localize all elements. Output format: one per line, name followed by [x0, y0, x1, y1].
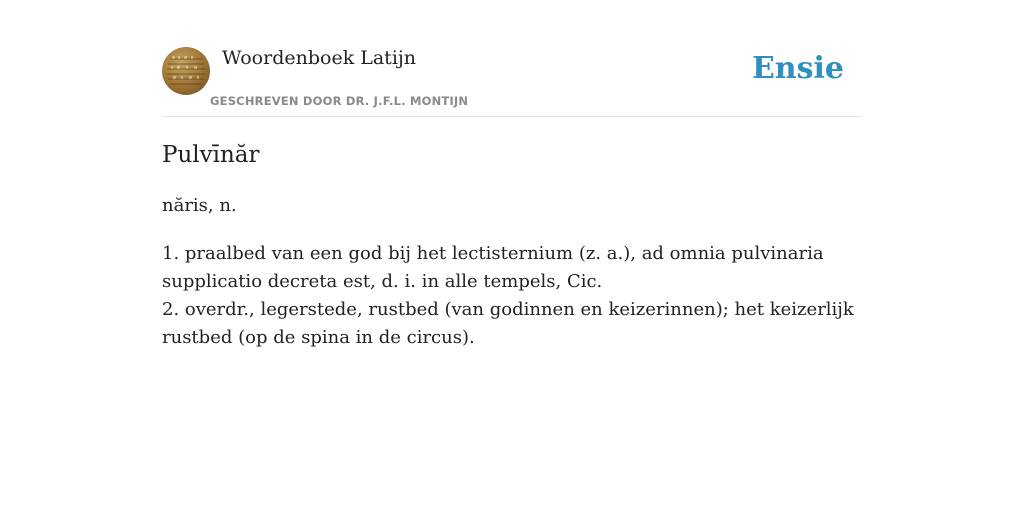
entry-term: Pulvīnăr	[162, 142, 260, 168]
entry-definitions	[162, 240, 862, 352]
site-title[interactable]: Woordenboek Latijn	[222, 47, 417, 69]
entry-grammar: năris, n.	[162, 195, 237, 216]
author-byline: GESCHREVEN DOOR DR. J.F.L. MONTIJN	[210, 94, 469, 108]
definition-item: 1. praalbed van een god bij het lectisternium (z. a.), ad omnia pulvinaria supplicatio decreta est, d. i. in alle tempels, Cic.	[162, 243, 824, 292]
site-header	[162, 46, 862, 117]
brand-logo[interactable]: Ensie	[751, 51, 844, 86]
latin-inscription-coin-icon[interactable]	[162, 47, 210, 95]
definition-item: 2. overdr., legerstede, rustbed (van godinnen en keizerinnen); het keizerlijk rustbed (op de spina in de circus).	[162, 299, 854, 348]
